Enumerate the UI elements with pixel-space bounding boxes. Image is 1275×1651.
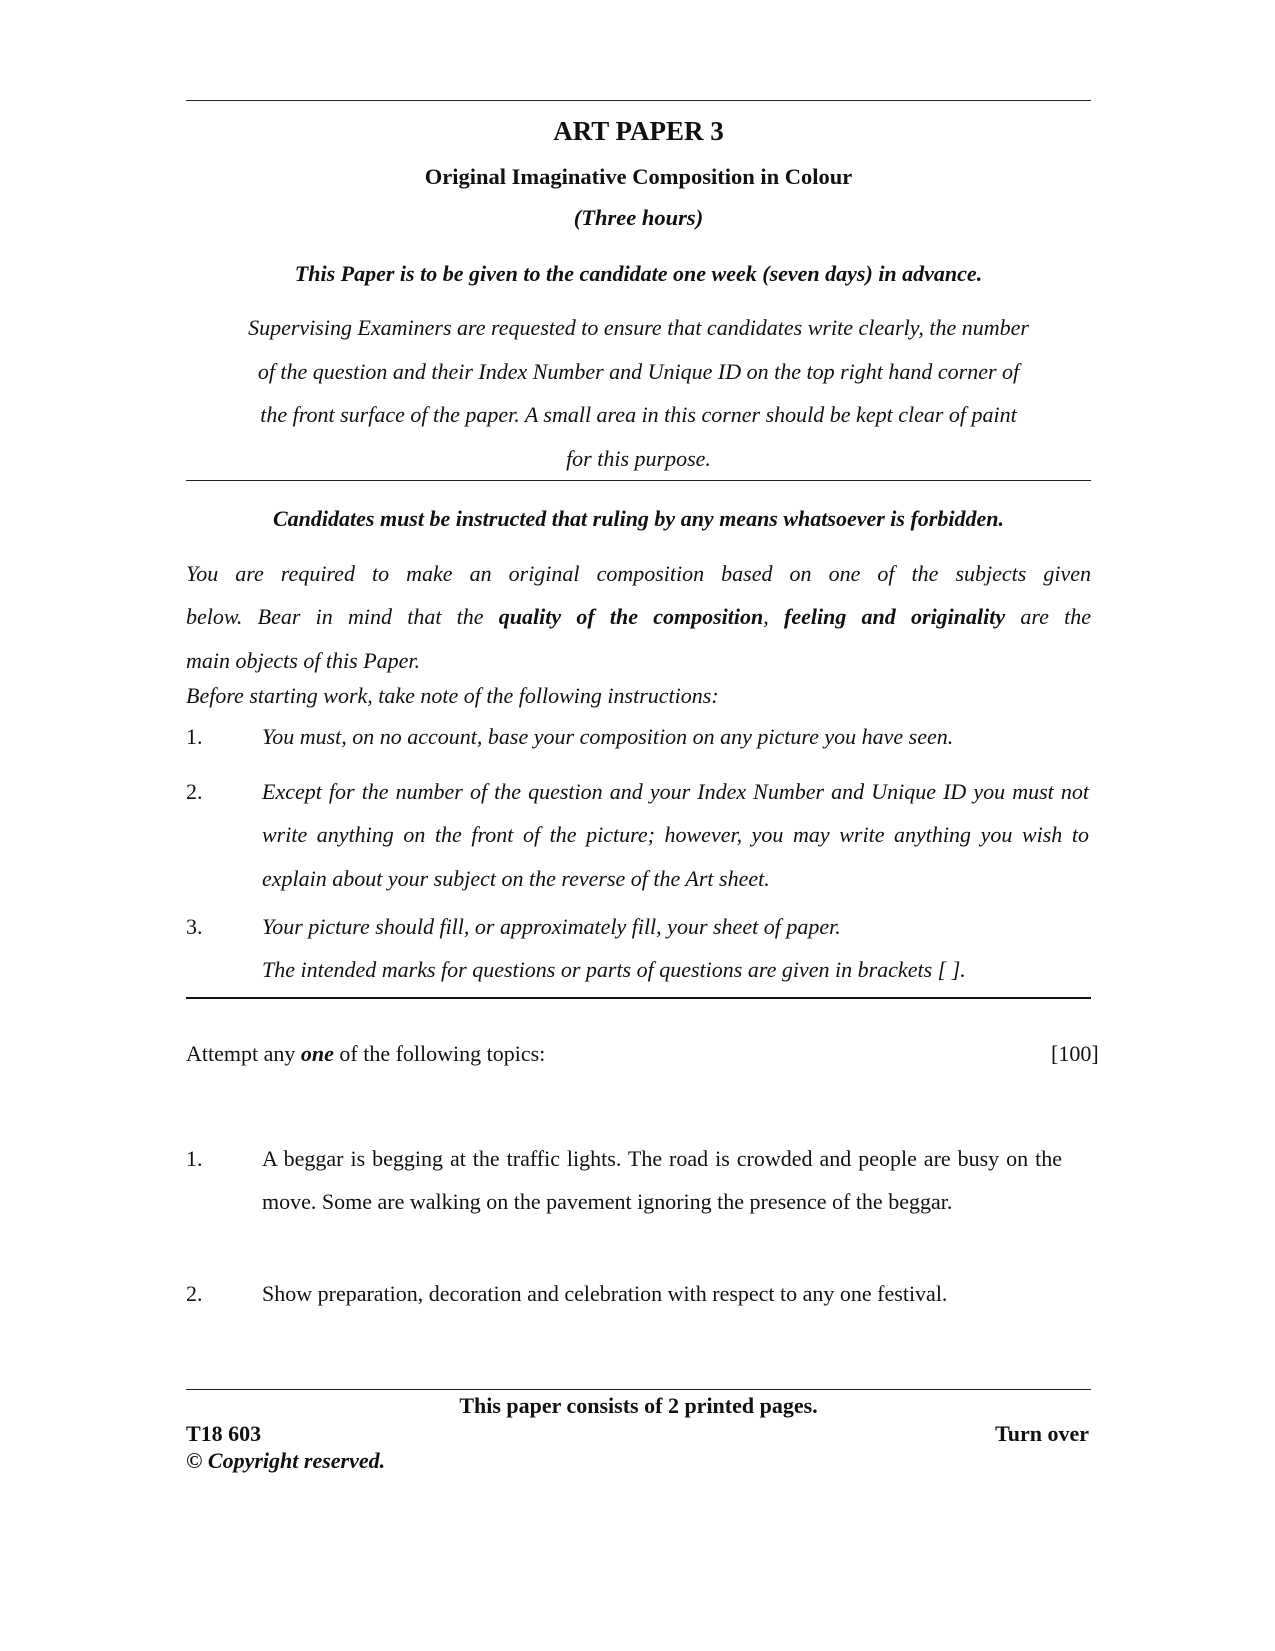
intro-line: below. Bear in mind that the quality of the composition, feeling and originality are the — [186, 604, 1091, 630]
supervisor-note-line: Supervising Examiners are requested to ensure that candidates write clearly, the number — [248, 315, 1029, 340]
total-marks: [100] — [1051, 1041, 1099, 1066]
intro-line: main objects of this Paper. — [186, 647, 421, 673]
copyright-note: © Copyright reserved. — [186, 1448, 386, 1473]
turn-over-note: Turn over — [995, 1421, 1089, 1446]
instruction-text: Except for the number of the question and your Index Number and Unique ID you must not write anything on the front of the picture; however, you may write anything you wish to explain about your subject on the reverse of the Art sheet. — [262, 779, 1089, 891]
topic-number: 2. — [186, 1281, 203, 1306]
instructions-lead: Before starting work, take note of the following instructions: — [186, 683, 719, 708]
supervisor-note-line: the front surface of the paper. A small area in this corner should be kept clear of paint — [260, 402, 1017, 427]
paper-code: T18 603 — [186, 1421, 262, 1446]
topic-text: A beggar is begging at the traffic lights. The road is crowded and people are busy on the move. Some are walking on the pavement ignoring the presence of the beggar. — [262, 1146, 1062, 1215]
topic-text: Show preparation, decoration and celebration with respect to any one festival. — [262, 1281, 948, 1306]
instruction-text: Your picture should fill, or approximately fill, your sheet of paper. The intended marks for questions or parts of questions are given in brackets [ ]. — [262, 914, 966, 983]
paper-title: ART PAPER 3 — [553, 116, 724, 146]
supervisor-note-line: of the question and their Index Number and Unique ID on the top right hand corner of — [257, 358, 1020, 384]
paper-subtitle: Original Imaginative Composition in Colour — [424, 164, 853, 189]
top-rule — [186, 100, 1091, 101]
footer-rule — [186, 1389, 1091, 1390]
instruction-text: You must, on no account, base your composition on any picture you have seen. — [262, 724, 954, 749]
page-count-note: This paper consists of 2 printed pages. — [459, 1393, 818, 1418]
advance-notice: This Paper is to be given to the candidate one week (seven days) in advance. — [294, 261, 983, 286]
instruction-number: 2. — [186, 779, 203, 804]
supervisor-note — [186, 306, 1091, 480]
intro-line: You are required to make an original composition based on one of the subjects given — [186, 561, 1091, 586]
instruction-number: 3. — [186, 914, 203, 939]
instructions-end-rule — [186, 997, 1091, 999]
supervisor-note-line: for this purpose. — [566, 445, 711, 471]
paper-duration: (Three hours) — [573, 205, 704, 230]
intro-paragraph — [186, 552, 1091, 682]
attempt-instruction: Attempt any one of the following topics: — [186, 1041, 546, 1066]
topic-number: 1. — [186, 1146, 203, 1171]
instruction-number: 1. — [186, 724, 203, 749]
ruling-notice: Candidates must be instructed that ruling by any means whatsoever is forbidden. — [273, 506, 1004, 531]
section-rule — [186, 480, 1091, 481]
